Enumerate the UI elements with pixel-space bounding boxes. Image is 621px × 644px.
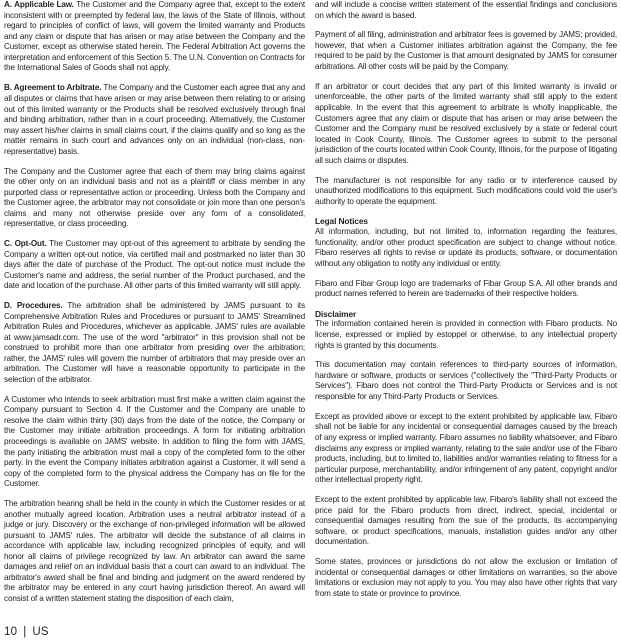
section-body: The Customer and the Company agree that, except to the extent inconsistent with or preempted by federal law, the laws of the State of Illinois, without regard to principles of conflict of laws, will govern the limited warranty and Products and any claim or dispute that has arisen or may arise between the Company and the Customer, except as otherwise stated herein. The Federal Arbitration Act governs the interpretation and enforcement of this Section 5. The U.N. Convention on Contracts for the International Sales of Goods shall not apply. [4,0,305,73]
paragraph-trademarks: Fibaro and Fibar Group logo are trademarks of Fibar Group S.A. All other brands and product names referred to herein are trademarks of their respective holders. [315,278,617,299]
paragraph-no-license: The information contained herein is provided in connection with Fibaro products. No license, expressed or implied by estoppel or otherwise, to any intellectual property rights is granted by this documents. [315,319,617,350]
paragraph-fees: Payment of all filing, administration and arbitrator fees is governed by JAMS; provided, however, that when a Customer initiates arbitration against the Company, the fee required to be paid by the Customer is that amount designated by JAMS for consumer arbitrations. All other costs will be paid by the Company. [315,30,617,72]
disclaimer-heading: Disclaimer [315,308,357,319]
section-applicable-law [4,0,305,74]
paragraph-written-claim: A Customer who intends to seek arbitration must first make a written claim against the Company pursuant to Section 4. If the Customer and the Company are unable to resolve the claim within thirty (30) days from the date of the notice, the Company or the Customer may initiate arbitration proceedings. A form for initiating arbitration proceedings is available on JAMS' website. In addition to filing the form with JAMS, the party initiating the arbitration must mail a copy of the completed form to the other party. In the event the Company initiates arbitration against a Customer, it will send a copy of the completed form to the physical address the Company has on file for the Customer. [4,394,305,489]
right-column [315,0,617,609]
paragraph-third-party: This documentation may contain references to third-party sources of information, hardware or software, products or services ("collectively the "Third-Party Products or Services"). Fibaro does not control the Third-Party Products or Services and is not responsible for any Third-Party Products or Services. [315,360,617,402]
section-procedures [4,301,305,385]
page-footer [4,625,49,639]
paragraph-arbitration-hearing: The arbitration hearing shall be held in the county in which the Customer resides or at another mutually agreed location. Arbitration uses a neutral arbitrator instead of a judge or jury. Discovery or the exchange of non-privileged information will be allowed pursuant to JAMS' rules. The arbitrator will decide the substance of all claims in accordance with applicable law, including recognized principles of equity, and will honor all claims of privilege recognized by law. An arbitrator can award the same damages and relief on an individual basis that a court can award to an individual. The arbitrator's award shall be final and binding and judgment on the award rendered by the arbitrator may be entered in any court having jurisdiction thereof. An award will consist of a written statement stating the disposition of each claim, [4,499,305,603]
section-agreement-to-arbitrate [4,83,305,157]
paragraph-jurisdiction-limits: Some states, provinces or jurisdictions do not allow the exclusion or limitation of incidental or consequential damages or other limitations on warranties, so the above limitations or exclusion may not apply to you. You may also have other rights that vary from state to state or province to province. [315,557,617,598]
left-column [4,0,305,614]
section-label: A. Applicable Law. [4,0,74,9]
paragraph-liability-exclusion: Except as provided above or except to the extent prohibited by applicable law, Fibaro shall not be liable for any incidental or consequential damages caused by the breach of any express or implied warranty. Fibaro assumes no liability whatsoever, and Fibaro disclaims any express or implied warranty, relating to the sale and/or use of the Fibaro products, including, but to limited to, liabilities and/or warranties relating to fitness for a particular purpose, merchantability, and/or infringement of any patent, copyright and/or other intellectual property right. [315,411,617,485]
paragraph-product-changes: All information, including, but not limited to, information regarding the features, functionality, and/or other product specification are subject to change without notice. Fibaro reserves all rights to revise or update its products, software, or documentation without any obligation to notify any individual or entity. [315,227,617,268]
paragraph-liability-cap: Except to the extent prohibited by applicable law, Fibaro's liability shall not exceed the price paid for the Fibaro products from direct, indirect, special, incidental or consequential damages resulting from the sue of the products, its accompanying software, or product specifications, manuals, installation guides and/or any other documentation. [315,495,617,547]
section-opt-out [4,239,305,292]
section-label: B. Agreement to Arbitrate. [4,83,102,93]
section-body: The Company and the Customer each agree that any and all disputes or claims that have arisen or may arise between them relating to or arising out of this limited warranty or the Products shall be resolved exclusively through final and binding arbitration, rather than in a court proceeding. Alternatively, the Customer may assert his/her claims in small claims court, if the claims qualify and so long as the matter remains in such court and advances only on an individual (non-class, non-representative) basis. [4,83,305,156]
paragraph-interference: The manufacturer is not responsible for any radio or tv interference caused by unauthorized modifications to this equipment. Such modifications could void the user's authority to operate the equipment. [315,175,617,206]
legal-notices-heading: Legal Notices [315,216,368,227]
page-number: 10 [4,626,18,638]
paragraph-award-statement: and will include a concise written statement of the essential findings and conclusions on which the award is based. [315,0,617,20]
section-label: C. Opt-Out. [4,239,47,249]
paragraph-severability: If an arbitrator or court decides that any part of this limited warranty is invalid or unenforceable, the other parts of the limited warranty shall still apply to the extent applicable. In the event that this agreement to arbitrate is wholly inapplicable, the Customers agree that any claim or dispute that has arisen or may arise between the Customer and the Company must be resolved exclusively by a state or federal court located in Cook County, Illinois. The Customer agrees to submit to the personal jurisdiction of the courts located within Cook County, Illinois, for the purpose of litigating all such claims or disputes. [315,81,617,165]
region-label: US [32,626,49,638]
section-body: The arbitration shall be administered by JAMS pursuant to its Comprehensive Arbitration Rules and Procedures or pursuant to JAMS' Streamlined Arbitration Rules and Procedures, whichever as applicable. JAMS' rules are available at www.jamsadr.com. The use of the word "arbitrator" in this provision shall not be construed to prohibit more than one arbitrator from presiding over the arbitration; rather, the JAMS' rules will govern the number of arbitrators that may preside over an arbitration. The Customer will have a reasonable opportunity to participate in the selection of the arbitrator. [4,301,306,384]
paragraph-class-action: The Company and the Customer agree that each of them may bring claims against the other only on an individual basis and not as a plaintiff or class member in any purported class or representative action or proceeding. Unless both the Company and the Customer agree, the arbitrator may not consolidate or join more than one person's claims and many not otherwise preside over any form of a consolidated, representative, or class proceeding. [4,166,305,229]
section-body: The Customer may opt-out of this agreement to arbitrate by sending the Company a written opt-out notice, via certified mail and postmarked no later than 30 days after the date of purchase of the Product. The opt-out notice must include the Customer's name and address, the serial number of the Product purchased, and the date and location of the purchase. All other parts of this limited warranty will still apply. [4,239,305,291]
footer-separator: | [23,626,27,638]
section-label: D. Procedures. [4,301,63,311]
